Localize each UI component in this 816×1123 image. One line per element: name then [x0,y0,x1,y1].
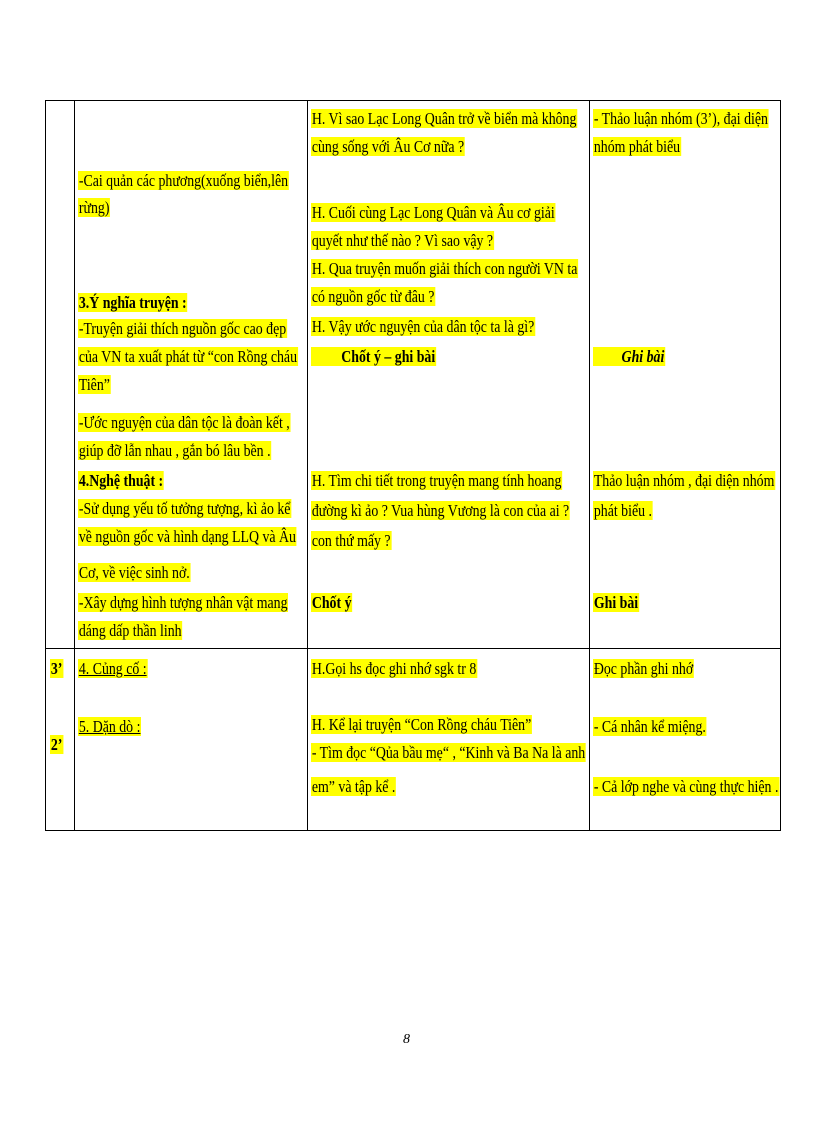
question-text: quyết như thế nào ? Vì sao vậy ? [311,231,494,250]
question-text: H. Vì sao Lạc Long Quân trở về biển mà không [311,109,577,128]
content-text: dáng dấp thần linh [78,621,182,640]
content-text: -Ước nguyện của dân tộc là đoàn kết , [78,413,290,432]
table-border-left [45,100,46,831]
question-text: H. Qua truyện muốn giải thích con người VN ta [311,259,578,278]
conclusion-label: Chốt ý – ghi bài [311,346,436,367]
activity-text: - Tìm đọc “Qủa bầu mẹ“ , “Kinh và Ba Na là anh [311,743,586,762]
activity-text: em” và tập kể . [311,777,396,796]
activity-text: - Cả lớp nghe và cùng thực hiện . [593,777,779,796]
activity-text: nhóm phát biểu [593,137,681,156]
conclusion-label: Chốt ý [311,593,352,612]
table-border-bottom [45,830,781,831]
table-border-right [780,100,781,831]
content-text: giúp đỡ lẫn nhau , gắn bó lâu bền . [78,441,271,460]
activity-text: phát biểu . [593,501,652,520]
activity-text: H.Gọi hs đọc ghi nhớ sgk tr 8 [311,659,477,678]
col-divider-3 [589,100,590,831]
section-heading: 3.Ý nghĩa truyện : [78,293,187,312]
content-text: về nguồn gốc và hình dạng LLQ và Âu [78,527,296,546]
step-label: 5. Dặn dò : [78,717,141,736]
note-label: Ghi bài [593,593,639,612]
content-text: của VN ta xuất phát từ “con Rồng cháu [78,347,298,366]
question-text: đường kì ảo ? Vua hùng Vương là con của ai ? [311,501,570,520]
note-label: Ghi bài [593,346,665,367]
content-text: Tiên” [78,375,110,394]
step-label: 4. Củng cố : [78,659,147,678]
time-label: 2’ [50,735,63,754]
content-text: -Sử dụng yếu tố tưởng tượng, kì ảo kể [78,499,291,518]
question-text: có nguồn gốc từ đâu ? [311,287,435,306]
content-text: -Xây dựng hình tượng nhân vật mang [78,593,288,612]
activity-text: Thảo luận nhóm , đại diện nhóm [593,471,775,490]
col-divider-1 [74,100,75,831]
question-text: H. Vậy ước nguyện của dân tộc ta là gì? [311,317,535,336]
lesson-table [45,100,781,831]
question-text: con thứ mấy ? [311,531,391,550]
table-border-top [45,100,781,101]
question-text: cùng sống với Âu Cơ nữa ? [311,137,465,156]
content-text: Cơ, về việc sinh nở. [78,563,190,582]
content-text: -Truyện giải thích nguồn gốc cao đẹp [78,319,287,338]
row-divider [45,648,781,649]
content-text: -Cai quản các phương(xuống biển,lên [78,171,289,190]
activity-text: H. Kể lại truyện “Con Rồng cháu Tiên” [311,715,532,734]
col-divider-2 [307,100,308,831]
question-text: H. Cuối cùng Lạc Long Quân và Âu cơ giải [311,203,555,222]
activity-text: - Cá nhân kể miệng. [593,717,706,736]
content-text: rừng) [78,198,110,217]
page-number: 8 [403,1032,410,1047]
time-label: 3’ [50,659,63,678]
activity-text: - Thảo luận nhóm (3’), đại diện [593,109,768,128]
question-text: H. Tìm chi tiết trong truyện mang tính hoang [311,471,562,490]
activity-text: Đọc phần ghi nhớ [593,659,694,678]
section-heading: 4.Nghệ thuật : [78,471,164,490]
